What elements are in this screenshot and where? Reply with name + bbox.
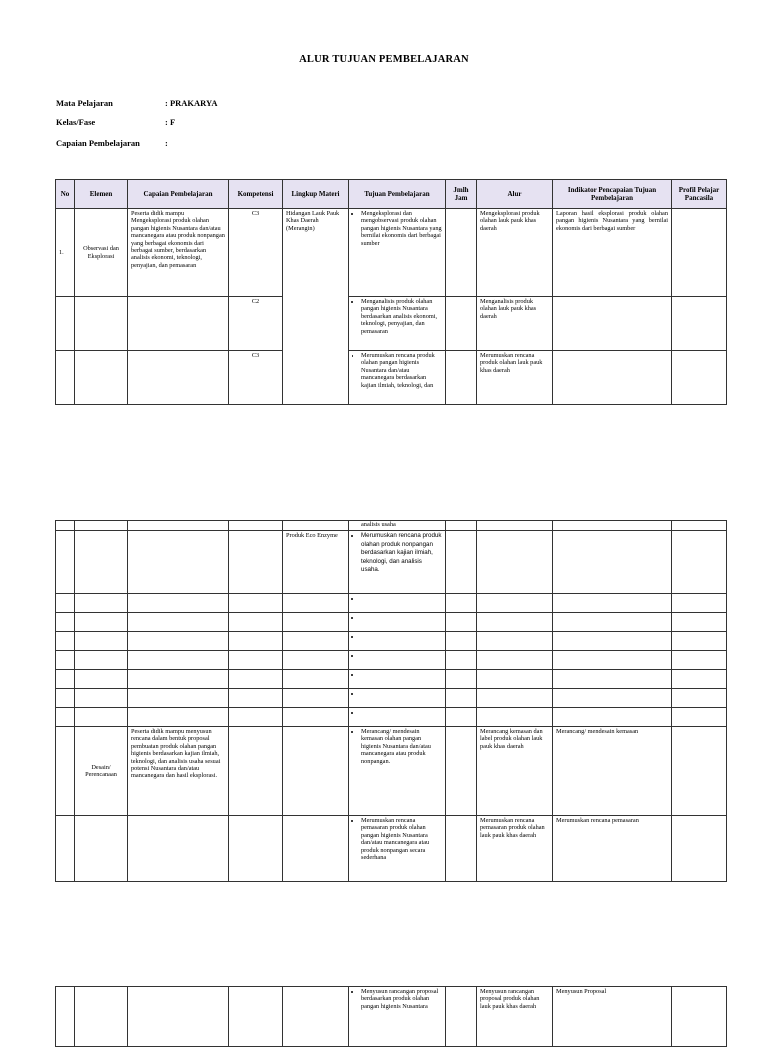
cell-tujuan xyxy=(349,651,446,670)
cell-tujuan xyxy=(349,689,446,708)
cell-indikator: Menyusun Proposal xyxy=(553,987,672,1047)
table-row xyxy=(56,987,727,1047)
header-indikator: Indikator Pencapaian Tujuan Pembelajaran xyxy=(553,180,672,209)
cell-no: 1. xyxy=(56,209,75,297)
table-row xyxy=(56,651,727,670)
table-row xyxy=(56,613,727,632)
table-row xyxy=(56,594,727,613)
table-row xyxy=(56,297,727,351)
document-title: ALUR TUJUAN PEMBELAJARAN xyxy=(299,54,469,65)
atp-table-page1 xyxy=(55,179,727,405)
cell-jam xyxy=(446,209,477,297)
empty-bullet xyxy=(361,595,442,602)
header-kompetensi: Kompetensi xyxy=(229,180,283,209)
table-row xyxy=(56,670,727,689)
tujuan-bullet: • Merumuskan rencana produk olahan produk nonpangan berdasarkan kajian ilmiah, teknologi, dan analisis usaha. xyxy=(361,532,442,575)
cell-indikator: Merancang/ mendesain kemasan xyxy=(553,727,672,816)
cell-tujuan xyxy=(349,632,446,651)
table-row xyxy=(56,209,727,297)
empty-bullet xyxy=(361,633,442,640)
cell-capaian xyxy=(128,351,229,405)
cell-tujuan xyxy=(349,351,446,405)
cell-elemen: Desain/ Perencanaan xyxy=(75,727,128,816)
cell-tujuan xyxy=(349,670,446,689)
cell-indikator xyxy=(553,297,672,351)
cell-alur: Mengeksplorasi produk olahan lauk pauk khas daerah xyxy=(477,209,553,297)
table-row xyxy=(56,521,727,531)
cell-elemen: Observasi dan Eksplorasi xyxy=(75,209,128,297)
cell-tujuan xyxy=(349,297,446,351)
header-alur: Alur xyxy=(477,180,553,209)
tujuan-bullet: • Merumuskan rencana pemasaran produk olahan pangan higienis Nusantara dan/atau mancanegara atau produk nonpangan secara sederhana xyxy=(361,817,442,861)
cell-elemen xyxy=(75,297,128,351)
table-row xyxy=(56,689,727,708)
meta-label: Capaian Pembelajaran xyxy=(56,138,140,148)
header-no: No xyxy=(56,180,75,209)
cell-alur: Merumuskan rencana produk olahan lauk pauk khas daerah xyxy=(477,351,553,405)
table-row xyxy=(56,351,727,405)
tujuan-bullet: • Menyusun rancangan proposal berdasarkan produk olahan pangan higienis Nusantara xyxy=(361,988,442,1010)
cell-profil xyxy=(672,297,727,351)
cell-kompetensi: C3 xyxy=(229,209,283,297)
cell-alur: Menganalisis produk olahan lauk pauk khas daerah xyxy=(477,297,553,351)
cell-kompetensi: C3 xyxy=(229,351,283,405)
header-capaian: Capaian Pembelajaran xyxy=(128,180,229,209)
empty-bullet xyxy=(361,652,442,659)
meta-value: : xyxy=(165,138,168,148)
cell-tujuan xyxy=(349,816,446,882)
atp-table-page3 xyxy=(55,986,727,1047)
cell-lingkup: Produk Eco Enzyme xyxy=(283,531,349,594)
tujuan-bullet: • Merancang/ mendesain kemasan olahan pangan higienis Nusantara dan/atau mancanegara atau produk nonpangan. xyxy=(361,728,442,765)
tujuan-bullet: • Mengeksplorasi dan mengobservasi produk olahan pangan higienis Nusantara yang bernilai ekonomis dari berbagai sumber xyxy=(361,210,442,247)
meta-label: Kelas/Fase xyxy=(56,117,96,127)
table-header-row xyxy=(56,180,727,209)
cell-tujuan xyxy=(349,727,446,816)
cell-indikator: Merumuskan rencana pemasaran xyxy=(553,816,672,882)
cell-tujuan xyxy=(349,209,446,297)
cell-indikator: Laporan hasil eksplorasi produk olahan pangan higienis Nusantara yang bernilai ekonomis dari berbagai sumber xyxy=(553,209,672,297)
tujuan-bullet: • Menganalisis produk olahan pangan higienis Nusantara berdasarkan analisis ekonomi, teknologi, penyajian, dan pemasaran xyxy=(361,298,442,335)
cell-alur: Merumuskan rencana pemasaran produk olahan lauk pauk khas daerah xyxy=(477,816,553,882)
cell-profil xyxy=(672,351,727,405)
table-row xyxy=(56,727,727,816)
cell-tujuan xyxy=(349,594,446,613)
cell-lingkup: Hidangan Lauk Pauk Khas Daerah (Merangin) xyxy=(283,209,349,405)
meta-label: Mata Pelajaran xyxy=(56,98,113,108)
cell-jam xyxy=(446,351,477,405)
cell-elemen xyxy=(75,351,128,405)
meta-value: : PRAKARYA xyxy=(165,98,218,108)
header-elemen: Elemen xyxy=(75,180,128,209)
cell-alur: Merancang kemasan dan label produk olahan lauk pauk khas daerah xyxy=(477,727,553,816)
tujuan-bullet: • Merumuskan rencana produk olahan pangan higienis Nusantara dan/atau mancanegara berdasarkan kajian ilmiah, teknologi, dan xyxy=(361,352,442,389)
cell-capaian: Peserta didik mampu Mengeksplorasi produk olahan pangan higienis Nusantara dan/atau mancanegara atau produk nonpangan yang berbagai ekonomis dari berbagai sumber, berdasarkan analisis ekonomi, teknologi, penyajian, dan pemasaran xyxy=(128,209,229,297)
empty-bullet xyxy=(361,671,442,678)
cell-tujuan xyxy=(349,531,446,594)
cell-no xyxy=(56,297,75,351)
cell-tujuan xyxy=(349,708,446,727)
empty-bullet xyxy=(361,614,442,621)
cell-tujuan xyxy=(349,987,446,1047)
header-tujuan: Tujuan Pembelajaran xyxy=(349,180,446,209)
cell-indikator xyxy=(553,351,672,405)
meta-value: : F xyxy=(165,117,176,127)
cell-jam xyxy=(446,297,477,351)
cell-capaian: Peserta didik mampu menyusun rencana dalam bentuk proposal pembuatan produk olahan pangan higienis berdasarkan kajian ilmiah, teknologi, dan analisis usaha sesuai potensi Nusantara dan/atau mancanegara dan hasil eksplorasi. xyxy=(128,727,229,816)
header-profil: Profil Pelajar Pancasila xyxy=(672,180,727,209)
header-lingkup: Lingkup Materi xyxy=(283,180,349,209)
cell-kompetensi: C2 xyxy=(229,297,283,351)
header-jam: Jmlh Jam xyxy=(446,180,477,209)
cell-tujuan-overflow: analisis usaha xyxy=(349,521,446,531)
cell-alur: Menyusun rancangan proposal produk olahan lauk pauk khas daerah xyxy=(477,987,553,1047)
cell-tujuan xyxy=(349,613,446,632)
table-row xyxy=(56,531,727,594)
empty-bullet xyxy=(361,690,442,697)
table-row xyxy=(56,708,727,727)
table-row xyxy=(56,632,727,651)
empty-bullet xyxy=(361,709,442,716)
cell-profil xyxy=(672,209,727,297)
atp-table-page2 xyxy=(55,520,727,882)
cell-capaian xyxy=(128,297,229,351)
cell-no xyxy=(56,351,75,405)
table-row xyxy=(56,816,727,882)
